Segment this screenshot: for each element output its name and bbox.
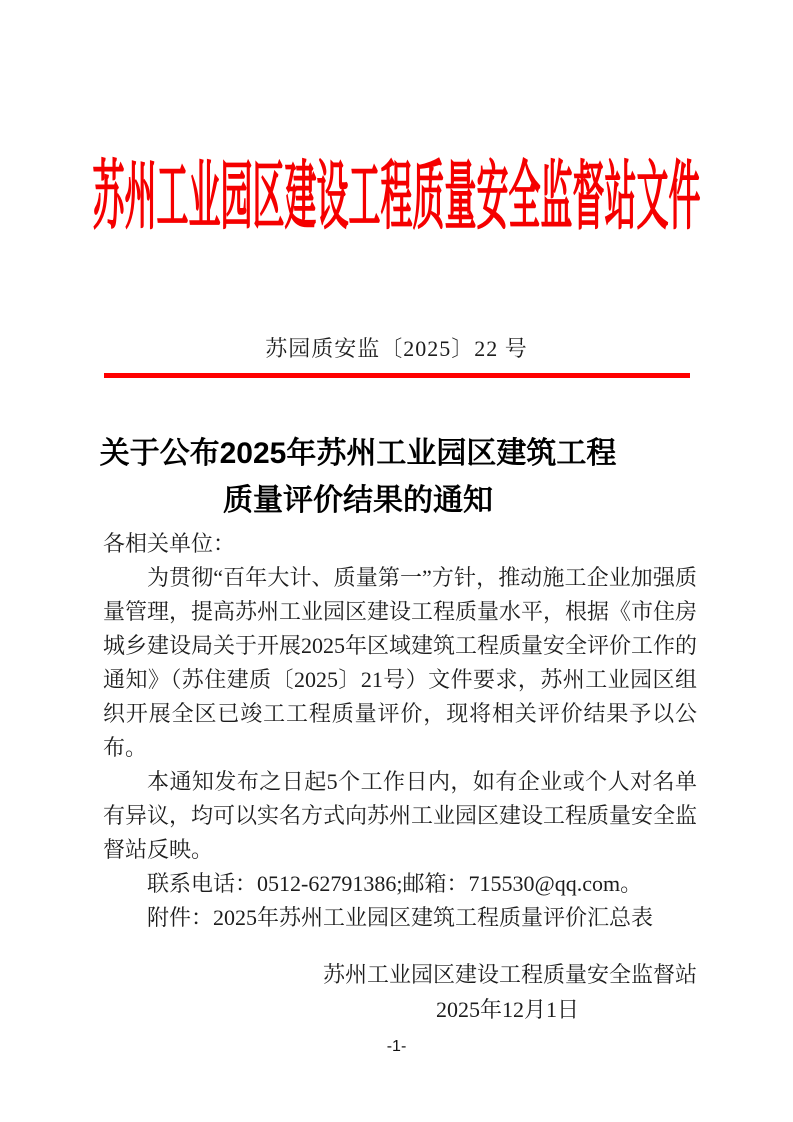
- contact-line: 联系电话：0512-62791386;邮箱：715530@qq.com。: [147, 871, 643, 896]
- page-number: -1-: [386, 1038, 407, 1055]
- body-paragraph-1: 为贯彻“百年大计、质量第一”方针，推动施工企业加强质量管理，提高苏州工业园区建设工程质量水平，根据《市住房城乡建设局关于开展2025年区域建筑工程质量安全评价工作的通知》（苏住建质〔2025〕21号）文件要求，苏州工业园区组织开展全区已竣工工程质量评价，现将相关评价结果予以公布。: [103, 565, 698, 760]
- body-paragraph-2: 本通知发布之日起5个工作日内，如有企业或个人对名单有异议，均可以实名方式向苏州工业园区建设工程质量安全监督站反映。: [103, 769, 698, 862]
- red-divider-line: [104, 373, 690, 378]
- document-letterhead: [0, 153, 793, 239]
- notice-title: [0, 430, 716, 524]
- notice-title-line2: 质量评价结果的通知: [223, 484, 493, 517]
- document-number: 苏园质安监〔2025〕22 号: [265, 336, 528, 361]
- issuer-signature: 苏州工业园区建设工程质量安全监督站: [322, 962, 697, 987]
- salutation: 各相关单位：: [103, 531, 236, 556]
- agency-title: 苏州工业园区建设工程质量安全监督站文件: [92, 153, 701, 239]
- notice-title-line1: 关于公布2025年苏州工业园区建筑工程: [99, 437, 617, 470]
- attachment-line: 附件：2025年苏州工业园区建筑工程质量评价汇总表: [147, 905, 654, 930]
- issue-date: 2025年12月1日: [435, 997, 579, 1022]
- notice-body: [103, 527, 697, 935]
